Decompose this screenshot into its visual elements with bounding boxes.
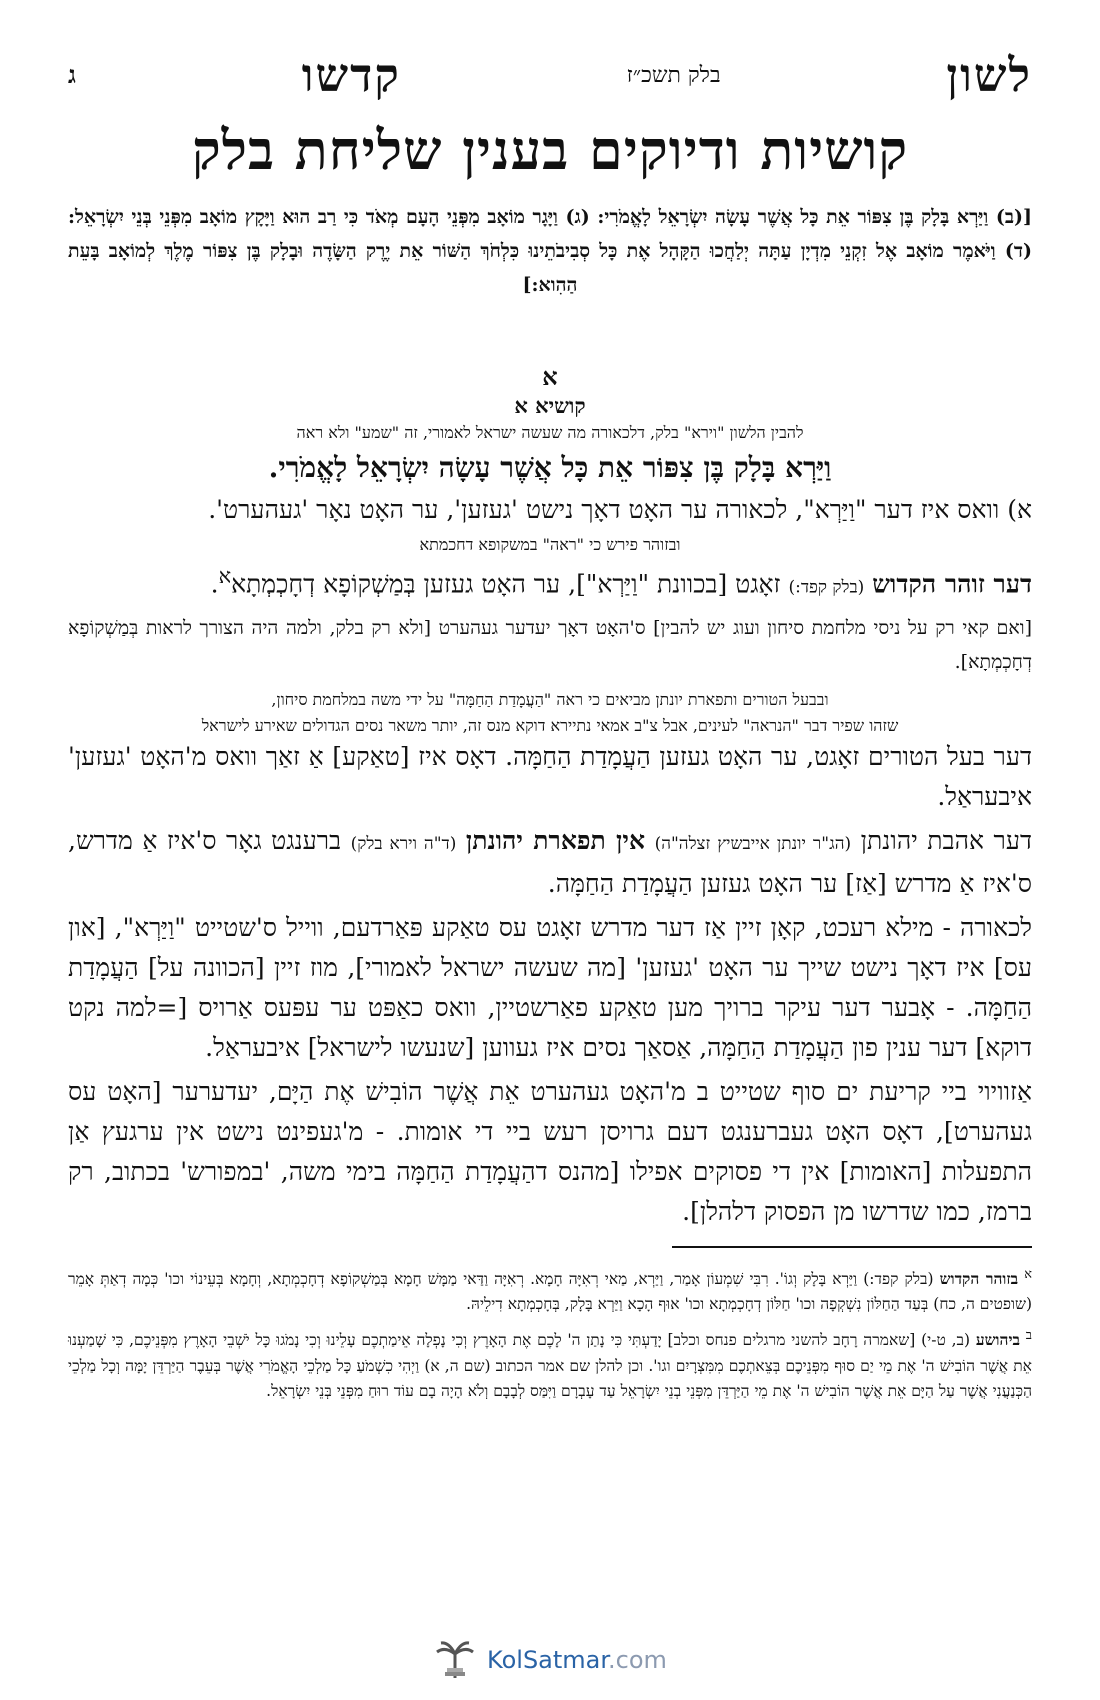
paragraph-4: דער בעל הטורים זאָגט, ער האָט געזען הַעֲמָדַת הַחַמָּה. דאָס איז [טאַקע] אַ זאַך וואס מ'האָט 'געזען' איבעראַל.: [68, 742, 1032, 812]
site-name: KolSatmar: [487, 1646, 609, 1674]
footnote-b-text: (ב, ט-י) [שאמרה רָחָב להשני מרגלים פנחס וכלב] יָדַעְתִּי כִּי נָתַן ה' לָכֶם אֶת הָאָרֶץ וְכִי נָפְלָה אֵימַתְכֶם עָלֵינוּ וְכִי נָמֹגוּ כָּל יֹשְׁבֵי הָאָרֶץ מִפְּנֵיכֶם, כִּי שָׁמַעְנוּ אֵת אֲשֶׁר הוֹבִישׁ ה' אֶת מֵי יַם סוּף מִפְּנֵיכֶם בְּצֵאתְכֶם מִמִּצְרָיִם וגו'. וכן להלן שם אמר הכתוב (שם ה, א) וַיְהִי כִשְׁמֹעַ כָּל מַלְכֵי הָאֱמֹרִי אֲשֶׁר בְּעֵבֶר הַיַּרְדֵּן יָמָּה וְכָל מַלְכֵי הַכְּנַעֲנִי אֲשֶׁר עַל הַיָּם אֵת אֲשֶׁר הוֹבִישׁ ה' אֶת מֵי הַיַּרְדֵּן מִפְּנֵי בְנֵי יִשְׂרָאֵל עַד עָבְרָם וַיִּמַּס לְבָבָם וְלֹא הָיָה בָם עוֹד רוּחַ מִפְּנֵי בְּנֵי יִשְׂרָאֵל.: [68, 1331, 1032, 1400]
paragraph-5-c: ברענגט גאָר ס'איז אַ מדרש, ס'איז אַ מדרש [אַז] ער האָט געזען הַעֲמָדַת הַחַמָּה.: [68, 826, 1032, 899]
paragraph-1: א) וואס איז דער "וַיַּרְא", לכאורה ער האָט דאָך נישט 'געזען', ער האָט נאָר 'געהערט'.: [208, 495, 1032, 524]
footnote-a-text: (בלק קפד:) וַיַּרְא בָּלָק וְגוֹ'. רִבִּי שִׁמְעוֹן אָמַר, וַיַּרְא, מַאי רְאִיָּה חָמָא. רְאִיָּה וַדַּאי מַמָּשׁ חָמָא בְּמַשְׁקוֹפָא דְחָכְמְתָא, וְחָמָא בְּעֵינוֹי וכו' כְּמָה דְאַתְּ אָמֵר (שופטים ה, כח) בְּעַד הַחַלּוֹן נִשְׁקְפָה וכו' חַלּוֹן דְחָכְמְתָא וכו' אוּף הָכָא וַיַּרְא בָּלָק, בְּחָכְמְתָא דִילֵיהּ.: [68, 1270, 1032, 1314]
site-tld: .com: [608, 1646, 667, 1674]
section-subtitle: להבין הלשון "וירא" בלק, דלכאורה מה שעשה ישראל לאמורי, זה "שמע" ולא ראה: [296, 423, 804, 442]
footnote-b-title: ביהושע: [975, 1330, 1020, 1350]
section-title: קושיא א: [514, 393, 586, 418]
palm-tree-books-icon: [433, 1638, 477, 1682]
paragraph-2: דער זוהר הקדוש (בלק קפד:) זאָגט [בכוונת "וַיַּרְא"], ער האָט געזען בְּמַשְׁקוֹפָא דְחָכְמְתָא$^א$.: [210, 564, 1032, 599]
paragraph-5-source-1: (הג"ר יונתן אייבשיץ זצלה"ה): [654, 834, 852, 855]
page-title: קושיות ודיוקים בענין שליחת בלק: [191, 118, 909, 182]
footnote-mark-a[interactable]: א: [218, 564, 232, 588]
note-2-line-1: ובבעל הטורים ותפארת יונתן מביאים כי ראה "הַעֲמָדַת הַחַמָּה" על ידי משה במלחמת סיחון,: [271, 690, 829, 710]
section-letter: א: [542, 362, 558, 391]
footnote-a: [68, 1262, 1032, 1317]
footnote-b: [68, 1323, 1032, 1403]
paragraph-5: [68, 821, 1032, 904]
paragraph-2-text: זאָגט [בכוונת "וַיַּרְא"], ער האָט געזען בְּמַשְׁקוֹפָא דְחָכְמְתָא: [231, 569, 781, 599]
site-footer: [0, 1638, 1100, 1682]
header-left-word: לשון: [946, 48, 1032, 102]
zohar-name: דער זוהר הקדוש: [872, 569, 1032, 599]
main-verse: וַיַּרְא בָּלָק בֶּן צִפּוֹר אֵת כָּל אֲשֶׁר עָשָׂה יִשְׂרָאֵל לָאֱמֹרִי.: [268, 451, 832, 484]
footnote-b-mark: ב: [1025, 1328, 1032, 1344]
note-2-line-2: שזהו שפיר דבר "הנראה" לעינים, אבל צ"ב אמאי נתיירא דוקא מנס זה, יותר משאר נסים הגדולים שאירע לישראל: [201, 716, 899, 736]
paragraph-5-b: אין תפארת יהונתן: [465, 826, 646, 856]
page-number: ג: [68, 60, 76, 89]
paragraph-5-source-2: (ד"ה וירא בלק): [350, 834, 457, 855]
header-right-word: קדשו: [301, 48, 401, 102]
paragraph-3: [ואם קאי רק על ניסי מלחמת סיחון ועוג יש להבין] ס'האָט דאָך יעדער געהערט [ולא רק בלק, ולמה היה הצורך לראות בְּמַשְׁקוֹפָא דְחָכְמְתָא].: [68, 617, 1032, 674]
paragraph-5-a: דער אהבת יהונתן: [860, 826, 1032, 856]
footnote-a-mark: א: [1024, 1267, 1032, 1283]
page-header: [68, 40, 1032, 110]
paragraph-7: אַזוויוי ביי קריעת ים סוף שטייט ב מ'האָט געהערט אֵת אֲשֶׁר הוֹבִישׁ אֶת הַיָּם, יעדערער [האָט עס געהערט], דאָס האָט געברענגט דעם גרויסן רעש ביי די אומות. - מ'געפינט נישט אין ערגעץ אַן התפעלות [האומות] אין די פסוקים אפילו [מהנס דהַעֲמָדַת הַחַמָּה בימי משה, 'במפורש' בכתוב, רק ברמז, כמו שדרשו מן הפסוק דלהלן].: [68, 1077, 1032, 1227]
site-link[interactable]: [487, 1646, 667, 1674]
verses-block: [(ב) וַיַּרְא בָּלָק בֶּן צִפּוֹר אֵת כָּל אֲשֶׁר עָשָׂה יִשְׂרָאֵל לָאֱמֹרִי: (ג) וַיָּגָר מוֹאָב מִפְּנֵי הָעָם מְאֹד כִּי רַב הוּא וַיָּקָץ מוֹאָב מִפְּנֵי בְּנֵי יִשְׂרָאֵל: (ד) וַיֹּאמֶר מוֹאָב אֶל זִקְנֵי מִדְיָן עַתָּה יְלַחֲכוּ הַקָּהָל אֶת כָּל סְבִיבֹתֵינוּ כִּלְחֹךְ הַשּׁוֹר אֵת יֶרֶק הַשָּׂדֶה וּבָלָק בֶּן צִפּוֹר מֶלֶךְ לְמוֹאָב בָּעֵת הַהִוא:]: [68, 206, 1032, 296]
paragraph-6: לכאורה - מילא רעכט, קאָן זיין אַז דער מדרש זאָגט עס טאַקע פּאַרדעם, ווייל ס'שטייט "וַיַּרְא", [און עס] איז דאָך נישט שייך ער האָט 'געזען' [מה שעשה ישראל לאמורי], מוז זיין [הכוונה על] הַעֲמָדַת הַחַמָּה. - אָבער דער עיקר ברויך מען טאַקע פאַרשטיין, וואס כאַפּט ער עפּעס אַרויס [=למה נקט דוקא] דער ענין פון הַעֲמָדַת הַחַמָּה, אַסאַך נסים איז געווען [שנעשו לישראל] איבעראַל.: [68, 913, 1032, 1063]
zohar-note: ובזוהר פירש כי "ראה" במשקופא דחכמתא: [419, 535, 681, 554]
zohar-source: (בלק קפד:): [788, 577, 865, 598]
footnote-a-title: בזוהר הקדוש: [939, 1269, 1019, 1289]
footnote-divider: [672, 1246, 1032, 1248]
header-parsha: בלק תשכ״ז: [626, 63, 721, 88]
